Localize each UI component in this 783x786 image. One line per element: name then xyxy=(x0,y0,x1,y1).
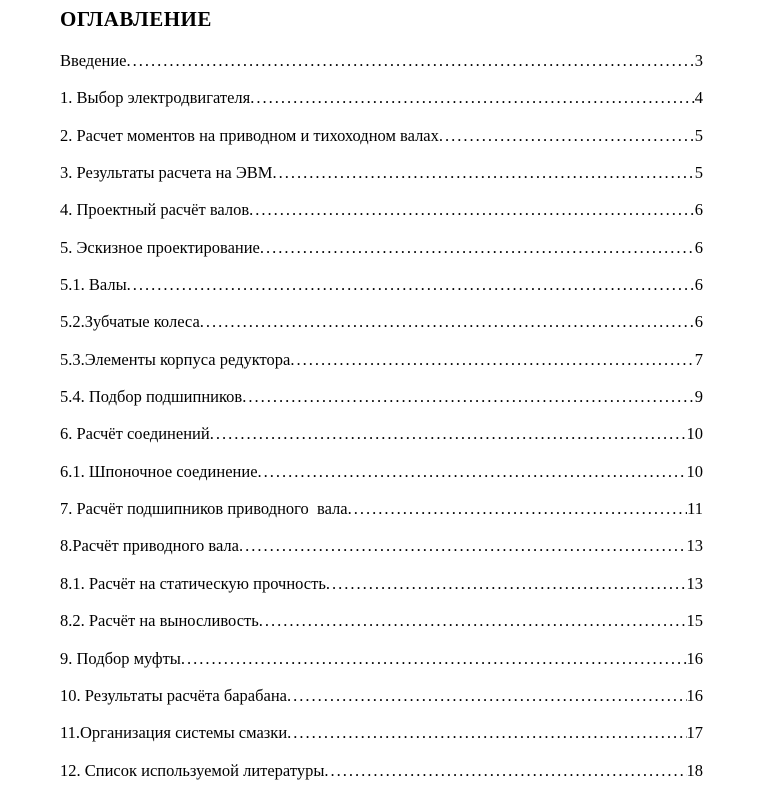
toc-entry xyxy=(60,302,703,339)
toc-entry-page: 15 xyxy=(686,611,703,631)
toc-entry-label: 8.1. Расчёт на статическую прочность xyxy=(60,573,326,593)
toc-entry-page: 6 xyxy=(694,237,703,257)
toc-entry-label: 9. Подбор муфты xyxy=(60,648,181,668)
toc-entry-label: 6.1. Шпоночное соединение xyxy=(60,461,258,481)
toc-entry-page: 6 xyxy=(694,275,703,295)
toc-dot-leader xyxy=(259,611,687,631)
toc-dot-leader xyxy=(181,649,687,669)
toc-dot-leader xyxy=(439,126,695,146)
toc-dot-leader xyxy=(200,312,695,332)
toc-entry-page: 5 xyxy=(694,163,703,183)
toc-entry xyxy=(60,676,703,713)
toc-entry-label: 6. Расчёт соединений xyxy=(60,424,210,444)
toc-entry xyxy=(60,78,703,115)
toc-entry xyxy=(60,414,703,451)
toc-dot-leader xyxy=(287,723,686,743)
toc-entry-label: 5.4. Подбор подшипников xyxy=(60,387,243,407)
toc-entry-page: 6 xyxy=(694,312,703,332)
toc-entry-label: 5.1. Валы xyxy=(60,275,127,295)
toc-entry xyxy=(60,340,703,377)
toc-entry xyxy=(60,452,703,489)
toc-dot-leader xyxy=(127,275,695,295)
toc-dot-leader xyxy=(250,88,695,108)
toc-entry-page: 13 xyxy=(686,573,703,593)
toc-entry-label: 8.Расчёт приводного вала xyxy=(60,536,239,556)
toc-dot-leader xyxy=(287,686,686,706)
toc-dot-leader xyxy=(272,163,694,183)
toc-entry-label: 5.3.Элементы корпуса редуктора xyxy=(60,349,291,369)
toc-entry-label: 7. Расчёт подшипников приводного вала xyxy=(60,499,348,519)
toc-dot-leader xyxy=(249,200,695,220)
toc-entry-label: 8.2. Расчёт на выносливость xyxy=(60,611,259,631)
toc-entry-page: 10 xyxy=(686,461,703,481)
toc-dot-leader xyxy=(324,761,686,781)
toc-entry-label: 11.Организация системы смазки xyxy=(60,723,288,743)
toc-dot-leader xyxy=(242,387,695,407)
toc-entry xyxy=(60,713,703,750)
toc-entry xyxy=(60,228,703,265)
toc-dot-leader xyxy=(127,51,695,71)
toc-entry-label: Введение xyxy=(60,51,127,70)
table-of-contents xyxy=(60,41,703,786)
toc-entry xyxy=(60,41,703,78)
toc-entry xyxy=(60,153,703,190)
toc-dot-leader xyxy=(260,238,695,258)
toc-entry-page: 10 xyxy=(686,424,703,444)
toc-entry-page: 16 xyxy=(686,648,703,668)
toc-entry-page: 18 xyxy=(686,760,703,780)
toc-entry-page: 11 xyxy=(687,499,703,519)
toc-entry xyxy=(60,489,703,526)
toc-entry xyxy=(60,265,703,302)
toc-entry-page: 6 xyxy=(694,200,703,220)
toc-entry xyxy=(60,564,703,601)
toc-entry-label: 1. Выбор электродвигателя xyxy=(60,88,251,108)
toc-entry-page: 17 xyxy=(686,723,703,743)
toc-entry-label: 5.2.Зубчатые колеса xyxy=(60,312,200,332)
toc-dot-leader xyxy=(348,499,687,519)
toc-entry xyxy=(60,751,703,786)
toc-entry xyxy=(60,639,703,676)
toc-entry-page: 4 xyxy=(694,88,703,108)
toc-dot-leader xyxy=(210,424,687,444)
toc-entry-label: 2. Расчет моментов на приводном и тихоходном валах xyxy=(60,125,439,145)
toc-dot-leader xyxy=(290,350,694,370)
toc-dot-leader xyxy=(326,574,687,594)
toc-entry xyxy=(60,190,703,227)
toc-entry-page: 9 xyxy=(694,387,703,407)
page-title: ОГЛАВЛЕНИЕ xyxy=(60,7,212,31)
toc-entry-label: 4. Проектный расчёт валов xyxy=(60,200,250,220)
toc-dot-leader xyxy=(239,536,687,556)
toc-entry-page: 13 xyxy=(686,536,703,556)
toc-entry-page: 3 xyxy=(694,51,703,70)
toc-dot-leader xyxy=(258,462,687,482)
toc-entry-label: 5. Эскизное проектирование xyxy=(60,237,260,257)
toc-entry-page: 16 xyxy=(686,685,703,705)
toc-entry xyxy=(60,526,703,563)
toc-entry-page: 7 xyxy=(694,349,703,369)
toc-entry-label: 3. Результаты расчета на ЭВМ xyxy=(60,163,273,183)
toc-entry-label: 12. Список используемой литературы xyxy=(60,760,325,780)
toc-entry-page: 5 xyxy=(694,125,703,145)
toc-entry xyxy=(60,116,703,153)
toc-entry-label: 10. Результаты расчёта барабана xyxy=(60,685,288,705)
toc-entry xyxy=(60,377,703,414)
toc-entry xyxy=(60,601,703,638)
